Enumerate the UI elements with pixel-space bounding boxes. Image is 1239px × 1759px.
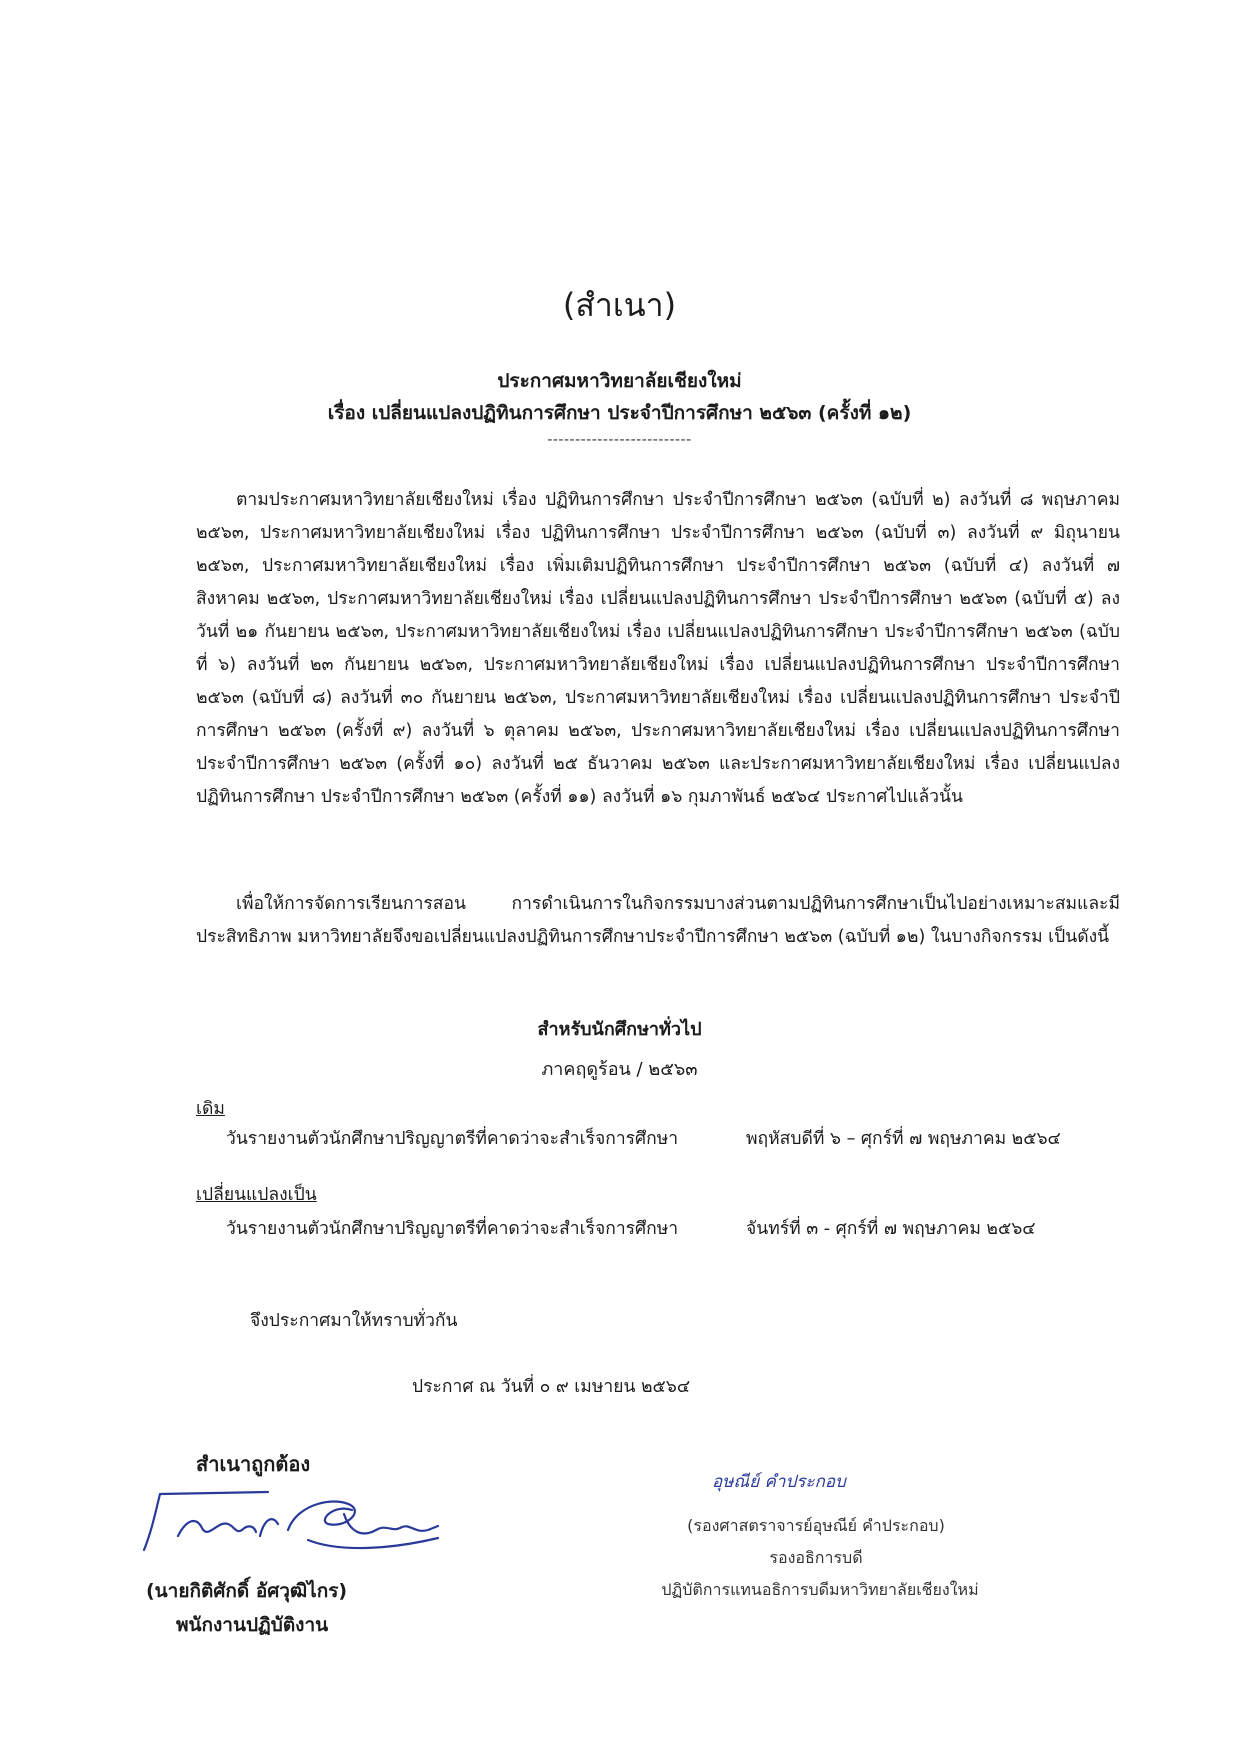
body-paragraph-references: ตามประกาศมหาวิทยาลัยเชียงใหม่ เรื่อง ปฏิทินการศึกษา ประจำปีการศึกษา ๒๕๖๓ (ฉบับที่ ๒) ลงวันที่ ๘ พฤษภาคม ๒๕๖๓, ประกาศมหาวิทยาลัยเชียงใหม่ เรื่อง ปฏิทินการศึกษา ประจำปีการศึกษา ๒๕๖๓ (ฉบับที่ ๓) ลงวันที่ ๙ มิถุนายน ๒๕๖๓, ประกาศมหาวิทยาลัยเชียงใหม่ เรื่อง เพิ่มเติมปฏิทินการศึกษา ประจำปีการศึกษา ๒๕๖๓ (ฉบับที่ ๔) ลงวันที่ ๗ สิงหาคม ๒๕๖๓, ประกาศมหาวิทยาลัยเชียงใหม่ เรื่อง เปลี่ยนแปลงปฏิทินการศึกษา ประจำปีการศึกษา ๒๕๖๓ (ฉบับที่ ๕) ลงวันที่ ๒๑ กันยายน ๒๕๖๓, ประกาศมหาวิทยาลัยเชียงใหม่ เรื่อง เปลี่ยนแปลงปฏิทินการศึกษา ประจำปีการศึกษา ๒๕๖๓ (ฉบับที่ ๖) ลงวันที่ ๒๓ กันยายน ๒๕๖๓, ประกาศมหาวิทยาลัยเชียงใหม่ เรื่อง เปลี่ยนแปลงปฏิทินการศึกษา ประจำปีการศึกษา ๒๕๖๓ (ฉบับที่ ๘) ลงวันที่ ๓๐ กันยายน ๒๕๖๓, ประกาศมหาวิทยาลัยเชียงใหม่ เรื่อง เปลี่ยนแปลงปฏิทินการศึกษา ประจำปีการศึกษา ๒๕๖๓ (ครั้งที่ ๙) ลงวันที่ ๖ ตุลาคม ๒๕๖๓, ประกาศมหาวิทยาลัยเชียงใหม่ เรื่อง เปลี่ยนแปลงปฏิทินการศึกษา ประจำปีการศึกษา ๒๕๖๓ (ครั้งที่ ๑๐) ลงวันที่ ๒๕ ธันวาคม ๒๕๖๓ และประกาศมหาวิทยาลัยเชียงใหม่ เรื่อง เปลี่ยนแปลงปฏิทินการศึกษา ประจำปีการศึกษา ๒๕๖๓ (ครั้งที่ ๑๑) ลงวันที่ ๑๖ กุมภาพันธ์ ๒๕๖๔ ประกาศไปแล้วนั้น [196, 490, 1120, 807]
announce-date: ประกาศ ณ วันที่ ๐ ๙ เมษายน ๒๕๖๔ [412, 1377, 691, 1397]
announce-line: จึงประกาศมาให้ทราบทั่วกัน [250, 1311, 458, 1331]
announcement-subject: เรื่อง เปลี่ยนแปลงปฏิทินการศึกษา ประจำปีการศึกษา ๒๕๖๓ (ครั้งที่ ๑๒) [327, 402, 912, 424]
signer-2-name: (รองศาสตราจารย์อุษณีย์ คำประกอบ) [687, 1516, 945, 1535]
copy-mark: (สำเนา) [562, 286, 677, 324]
body-paragraph-purpose: เพื่อให้การจัดการเรียนการสอน การดำเนินการในกิจกรรมบางส่วนตามปฏิทินการศึกษาเป็นไปอย่างเหมาะสมและมีประสิทธิภาพ มหาวิทยาลัยจึงขอเปลี่ยนแปลงปฏิทินการศึกษาประจำปีการศึกษา ๒๕๖๓ (ฉบับที่ ๑๒) ในบางกิจกรรม เป็นดังนี้ [196, 894, 1120, 947]
signature-2: อุษณีย์ คำประกอบ [712, 1472, 846, 1492]
signer-1-position: พนักงานปฏิบัติงาน [176, 1614, 329, 1636]
signer-2-position: รองอธิการบดี [769, 1548, 863, 1567]
signature-1-icon [138, 1480, 458, 1570]
original-item: วันรายงานตัวนักศึกษาปริญญาตรีที่คาดว่าจะสำเร็จการศึกษา [226, 1129, 679, 1149]
semester-label: ภาคฤดูร้อน / ๒๕๖๓ [541, 1059, 698, 1080]
signer-1-name: (นายกิติศักดิ์ อัศวุฒิไกร) [146, 1580, 348, 1602]
title-divider: -------------------------- [547, 432, 692, 448]
announcement-title: ประกาศมหาวิทยาลัยเชียงใหม่ [497, 370, 742, 392]
changed-header: เปลี่ยนแปลงเป็น [196, 1185, 317, 1205]
certified-copy-label: สำเนาถูกต้อง [196, 1452, 311, 1476]
original-header: เดิม [196, 1099, 225, 1119]
changed-date: จันทร์ที่ ๓ - ศุกร์ที่ ๗ พฤษภาคม ๒๕๖๔ [746, 1219, 1036, 1239]
changed-item: วันรายงานตัวนักศึกษาปริญญาตรีที่คาดว่าจะสำเร็จการศึกษา [226, 1219, 679, 1239]
section-title: สำหรับนักศึกษาทั่วไป [537, 1019, 702, 1040]
original-date: พฤหัสบดีที่ ๖ – ศุกร์ที่ ๗ พฤษภาคม ๒๕๖๔ [746, 1129, 1061, 1149]
signer-2-acting-position: ปฏิบัติการแทนอธิการบดีมหาวิทยาลัยเชียงใหม่ [661, 1580, 979, 1599]
